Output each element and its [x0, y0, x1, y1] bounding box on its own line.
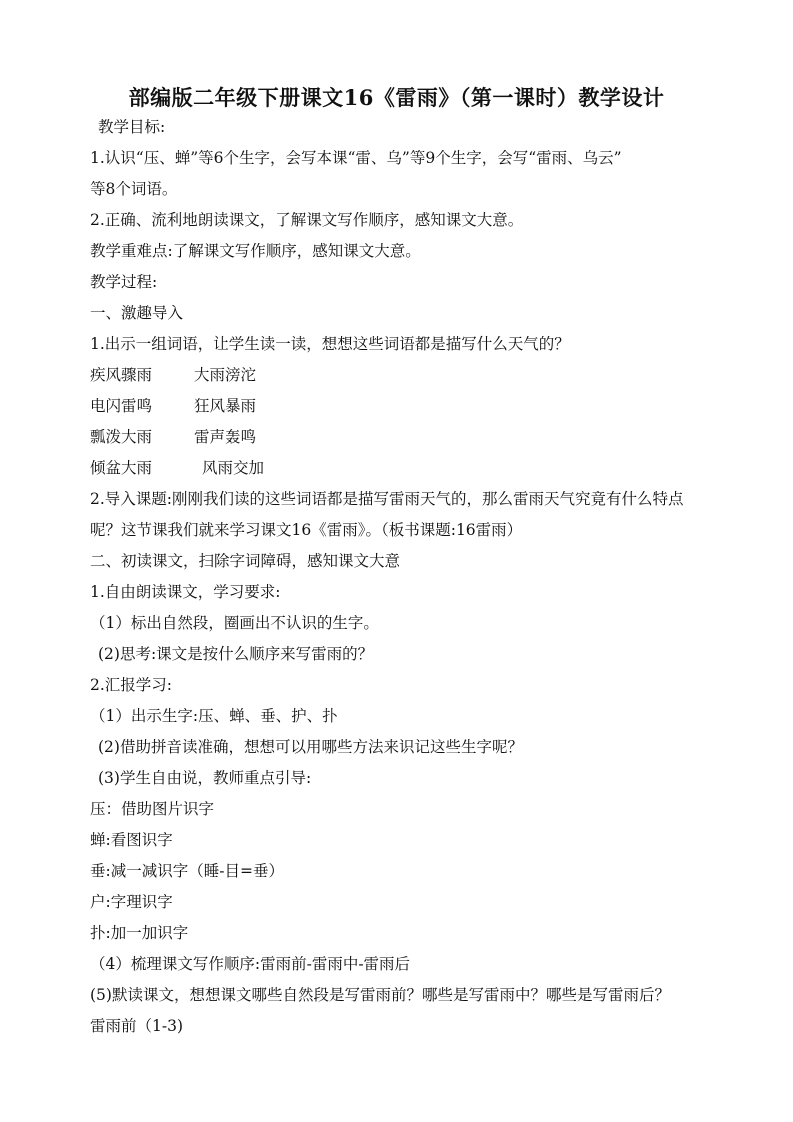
- text-line: 户:字理识字: [90, 893, 173, 911]
- section-heading: 一、激趣导入: [90, 304, 184, 322]
- text-line: 教学过程:: [90, 273, 158, 291]
- word-pair-left: 瓢泼大雨: [90, 428, 153, 446]
- word-pair-right: 大雨滂沱: [194, 366, 257, 384]
- text-line: （1）出示生字:压、蝉、垂、护、扑: [90, 707, 338, 725]
- text-line: 垂:减一减识字（睡-目=垂）: [90, 862, 284, 880]
- text-line: 压：借助图片识字: [90, 800, 215, 818]
- text-line: 1.认识“压、蝉”等6个生字，会写本课“雷、乌”等9个生字，会写“雷雨、乌云”: [90, 149, 622, 167]
- document-body: [90, 112, 710, 1042]
- text-line: （1）标出自然段，圈画出不认识的生字。: [90, 614, 379, 632]
- text-line: 蝉:看图识字: [90, 831, 173, 849]
- text-line: 扑:加一加识字: [90, 924, 189, 942]
- text-line: (5)默读课文，想想课文哪些自然段是写雷雨前？哪些是写雷雨中？哪些是写雷雨后？: [90, 986, 670, 1004]
- text-line: (2)思考:课文是按什么顺序来写雷雨的？: [98, 645, 374, 663]
- document-title: 部编版二年级下册课文16《雷雨》（第一课时）教学设计: [128, 85, 665, 110]
- text-line: 2.汇报学习:: [90, 676, 173, 694]
- text-line: 1.出示一组词语，让学生读一读，想想这些词语都是描写什么天气的？: [90, 335, 570, 353]
- word-pair-row: [90, 391, 710, 422]
- word-pair-right: 雷声轰鸣: [194, 428, 257, 446]
- word-pair-left: 疾风骤雨: [90, 366, 153, 384]
- section-heading: 二、初读课文，扫除字词障碍，感知课文大意: [90, 552, 401, 570]
- word-pair-row: [90, 453, 710, 484]
- word-pair-row: [90, 360, 710, 391]
- word-pair-left: 电闪雷鸣: [90, 397, 153, 415]
- text-line: 雷雨前（1-3): [90, 1017, 184, 1035]
- word-pair-row: [90, 422, 710, 453]
- word-pair-right: 风雨交加: [202, 459, 265, 477]
- text-line: 呢？这节课我们就来学习课文16《雷雨》。（板书课题:16雷雨）: [90, 521, 523, 539]
- word-pair-right: 狂风暴雨: [194, 397, 257, 415]
- text-line: (3)学生自由说，教师重点引导:: [98, 769, 312, 787]
- text-line: 教学目标:: [98, 118, 166, 136]
- text-line: 2.导入课题:刚刚我们读的这些词语都是描写雷雨天气的，那么雷雨天气究竟有什么特点: [90, 490, 684, 508]
- text-line: (2)借助拼音读准确，想想可以用哪些方法来识记这些生字呢？: [98, 738, 523, 756]
- text-line: （4）梳理课文写作顺序:雷雨前-雷雨中-雷雨后: [90, 955, 411, 973]
- text-line: 1.自由朗读课文，学习要求:: [90, 583, 281, 601]
- text-line: 等8个词语。: [90, 180, 178, 198]
- word-pair-left: 倾盆大雨: [90, 459, 153, 477]
- text-line: 2.正确、流利地朗读课文，了解课文写作顺序，感知课文大意。: [90, 211, 524, 229]
- text-line: 教学重难点:了解课文写作顺序，感知课文大意。: [90, 242, 421, 260]
